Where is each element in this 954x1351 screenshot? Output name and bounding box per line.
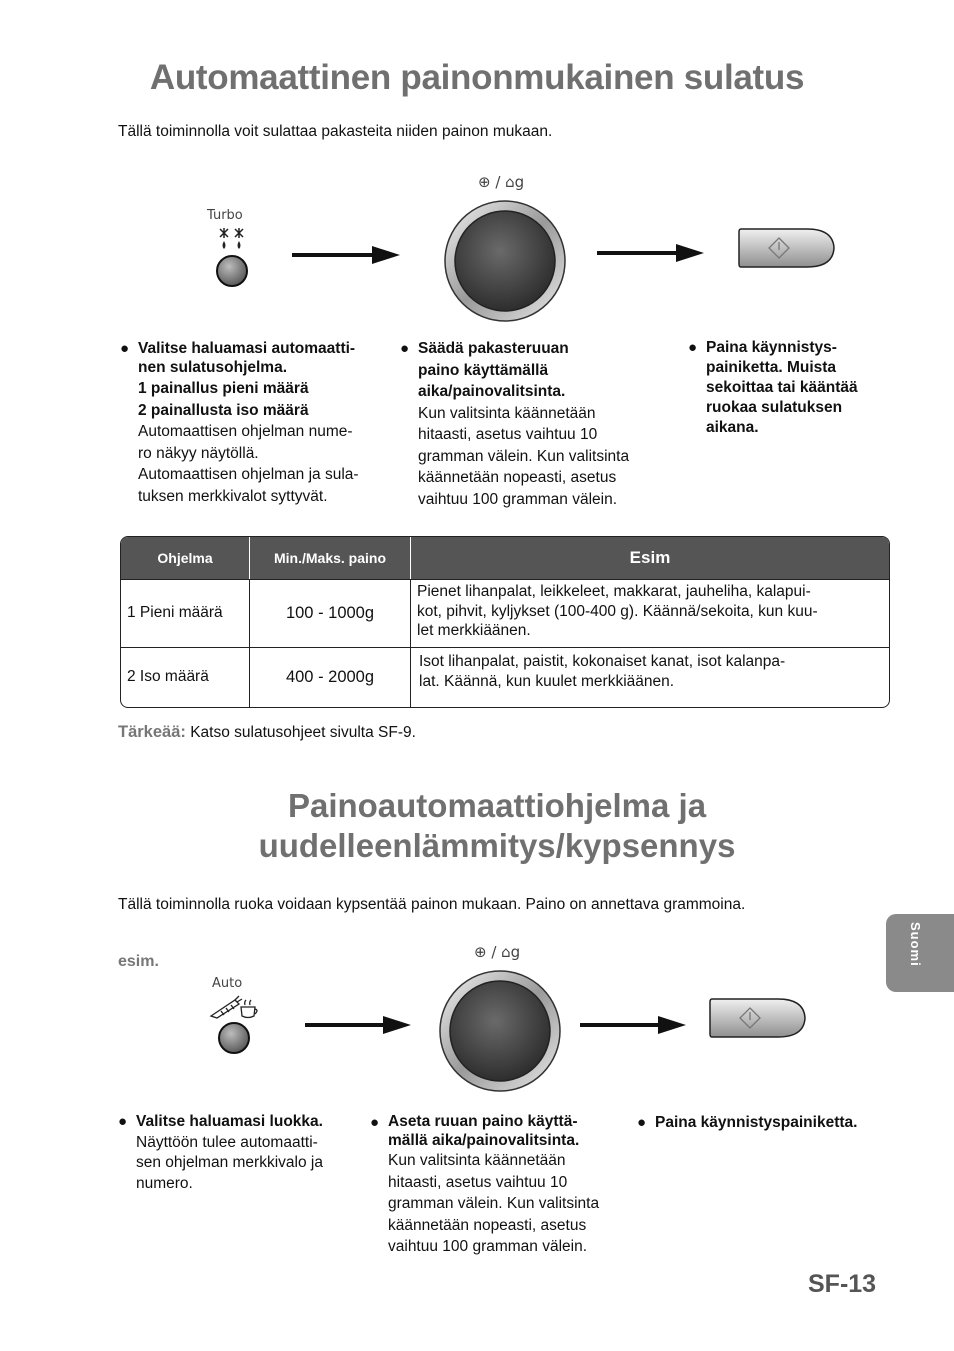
bullet: ● <box>637 1114 647 1131</box>
bullet: ● <box>118 1113 128 1130</box>
arrow-1-head <box>372 246 400 264</box>
step-bold-line: Paina käynnistys- <box>706 339 837 356</box>
step-bold-line: paino käyttämällä <box>418 361 549 379</box>
side-tab-label: Suomi <box>908 922 923 967</box>
step-bold-line: aikana. <box>706 419 759 436</box>
example-line: lat. Käännä, kun kuulet merkkiäänen. <box>419 673 675 690</box>
step-line: käännetään nopeasti, asetus <box>418 469 617 486</box>
auto-button[interactable] <box>217 1021 251 1060</box>
cell-program: 1 Pieni määrä <box>121 579 250 647</box>
section1-intro: Tällä toiminnolla voit sulattaa pakasteita niiden painon mukaan. <box>118 123 553 140</box>
table-row <box>121 579 889 647</box>
step-line: käännetään nopeasti, asetus <box>388 1216 587 1234</box>
step-line: Automaattisen ohjelman nume- <box>138 423 353 440</box>
dial-label: ⊕ / ⌂g <box>474 943 521 961</box>
step-bold-line: Säädä pakasteruuan <box>418 340 569 357</box>
example-line: let merkkiäänen. <box>417 622 531 639</box>
example-line: Pienet lihanpalat, leikkeleet, makkarat, jauheliha, kalapui- <box>417 583 811 600</box>
start-button[interactable] <box>737 226 835 275</box>
time-weight-dial[interactable] <box>442 198 568 329</box>
important-note <box>118 723 416 742</box>
cell-example <box>411 647 889 707</box>
table-row <box>121 647 889 707</box>
step-bold-line: sekoittaa tai kääntää <box>706 379 858 396</box>
section2-title-line-1: Painoautomaattiohjelma ja <box>287 787 707 824</box>
note-text: Katso sulatusohjeet sivulta SF-9. <box>190 724 416 741</box>
language-side-tab <box>886 914 954 992</box>
example-line: Isot lihanpalat, paistit, kokonaiset kanat, isot kalanpa- <box>419 652 786 670</box>
page-number: SF-13 <box>808 1270 877 1298</box>
section1-title: Automaattinen painonmukainen sulatus <box>149 58 805 97</box>
auto-label: Auto <box>212 976 243 991</box>
defrost-icon <box>217 226 247 257</box>
turbo-label: Turbo <box>207 208 243 223</box>
bullet: ● <box>370 1114 380 1131</box>
col-header-weight: Min./Maks. paino <box>250 537 411 579</box>
step-line: vaihtuu 100 gramman välein. <box>388 1238 588 1255</box>
arrow-3 <box>305 1023 385 1027</box>
arrow-3-head <box>383 1016 411 1034</box>
defrost-program-table <box>120 536 890 708</box>
turbo-button[interactable] <box>215 254 249 293</box>
step-line: gramman välein. Kun valitsinta <box>388 1195 600 1212</box>
step-bold-line: Valitse haluamasi automaatti- <box>138 340 356 357</box>
arrow-1 <box>292 253 374 257</box>
col-header-program: Ohjelma <box>121 537 250 579</box>
example-line: kot, pihvit, kyljykset (100-400 g). Käännä/sekoita, kun kuu- <box>417 602 818 620</box>
section1-step-2 <box>400 338 678 510</box>
section2-step-1 <box>118 1112 366 1194</box>
step-line: hitaasti, asetus vaihtuu 10 <box>388 1173 568 1191</box>
note-label: Tärkeää: <box>118 723 186 741</box>
step-line: vaihtuu 100 gramman välein. <box>418 490 618 508</box>
section2-intro: Tällä toiminnolla ruoka voidaan kypsentää painon mukaan. Paino on annettava grammoina. <box>118 896 746 913</box>
time-weight-dial[interactable] <box>437 968 563 1099</box>
section1-step-1 <box>120 338 398 507</box>
section2-step-2 <box>370 1112 638 1258</box>
step-bold-line: painiketta. Muista <box>706 359 837 376</box>
step-line: Automaattisen ohjelman ja sula- <box>138 466 359 483</box>
dial-label: ⊕ / ⌂g <box>478 173 525 191</box>
bullet: ● <box>688 339 698 356</box>
arrow-2-head <box>676 244 704 262</box>
step-bold-line: 2 painallusta iso määrä <box>138 401 309 419</box>
step-bold-line: mällä aika/painovalitsinta. <box>388 1132 580 1149</box>
step-bold-line: Aseta ruuan paino käyttä- <box>388 1113 578 1130</box>
bullet: ● <box>400 340 410 357</box>
step-bold-line: Valitse haluamasi luokka. <box>136 1113 323 1130</box>
section2-step-3 <box>637 1112 895 1134</box>
step-line: hitaasti, asetus vaihtuu 10 <box>418 426 598 443</box>
step-line: Kun valitsinta käännetään <box>388 1152 566 1169</box>
arrow-4-head <box>658 1016 686 1034</box>
section2-title-line-2: uudelleenlämmitys/kypsennys <box>258 827 736 864</box>
step-line: Kun valitsinta käännetään <box>418 404 596 422</box>
cell-weight: 400 - 2000g <box>250 647 411 707</box>
step-bold-line: Paina käynnistyspainiketta. <box>655 1114 858 1131</box>
cell-weight: 100 - 1000g <box>250 579 411 647</box>
step-line: Näyttöön tulee automaatti- <box>136 1133 318 1151</box>
step-bold-line: ruokaa sulatuksen <box>706 399 843 416</box>
cell-example <box>411 579 889 647</box>
section1-step-3 <box>688 338 906 438</box>
arrow-2 <box>597 251 679 255</box>
bullet: ● <box>120 340 130 357</box>
step-line: ro näkyy näytöllä. <box>138 444 259 462</box>
start-button[interactable] <box>708 996 806 1045</box>
table-header-row <box>121 537 889 579</box>
cell-program: 2 Iso määrä <box>121 647 250 707</box>
step-bold-line: 1 painallus pieni määrä <box>138 380 309 397</box>
col-header-example: Esim <box>411 537 889 579</box>
step-line: tuksen merkkivalot syttyvät. <box>138 487 328 505</box>
section2-title <box>0 786 954 866</box>
step-line: numero. <box>136 1174 193 1192</box>
step-line: gramman välein. Kun valitsinta <box>418 447 630 465</box>
step-line: sen ohjelman merkkivalo ja <box>136 1154 323 1171</box>
step-bold-line: aika/painovalitsinta. <box>418 383 566 400</box>
step-bold-line: nen sulatusohjelma. <box>138 358 288 376</box>
example-label: esim. <box>118 953 159 970</box>
arrow-4 <box>580 1023 660 1027</box>
